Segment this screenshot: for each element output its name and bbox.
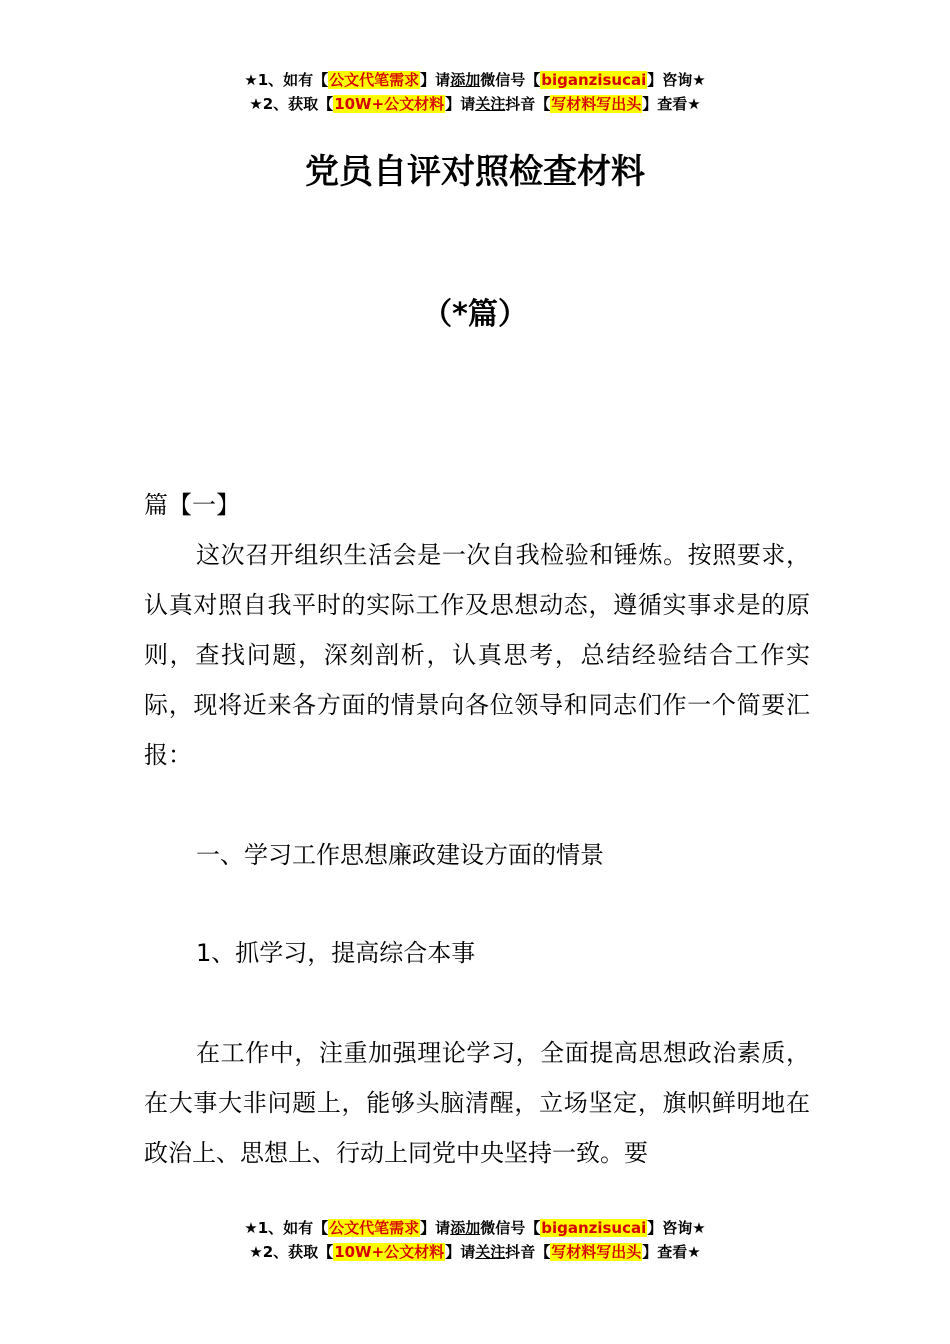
- banner-underlined: 关注: [475, 1243, 506, 1261]
- banner-text: 微信号【: [480, 71, 541, 89]
- banner-highlight: 10W+公文材料: [334, 95, 445, 113]
- paragraph: 这次召开组织生活会是一次自我检验和锤炼。按照要求，认真对照自我平时的实际工作及思想动态，遵循实事求是的原则，查找问题，深刻剖析，认真思考，总结经验结合工作实际，现将近来各方面的情景向各位领导和同志们作一个简要汇报：: [144, 541, 810, 769]
- banner-text: ★2、获取【: [249, 1243, 334, 1261]
- banner-highlight: 10W+公文材料: [334, 1243, 445, 1261]
- bottom-banner: [0, 1216, 950, 1264]
- banner-underlined: 添加: [450, 1219, 481, 1237]
- banner-text: 】咨询★: [647, 71, 706, 89]
- subsection-heading: 1、抓学习，提高综合本事: [196, 939, 476, 967]
- banner-highlight: 公文代笔需求: [329, 1219, 420, 1237]
- banner-underlined: 添加: [450, 71, 481, 89]
- document-subtitle: （*篇）: [422, 297, 528, 332]
- banner-highlight: biganzisucai: [541, 1219, 647, 1237]
- banner-line-2: [0, 1240, 950, 1264]
- banner-line-2: [0, 92, 950, 116]
- banner-highlight: 公文代笔需求: [329, 71, 420, 89]
- banner-text: 】咨询★: [647, 1219, 706, 1237]
- section-heading: 一、学习工作思想廉政建设方面的情景: [196, 841, 604, 869]
- banner-text: 】请: [420, 71, 451, 89]
- banner-line-1: [0, 68, 950, 92]
- top-banner: [0, 68, 950, 116]
- banner-text: ★1、如有【: [244, 1219, 329, 1237]
- banner-text: 】请: [445, 1243, 476, 1261]
- banner-highlight: 写材料写出头: [551, 95, 642, 113]
- banner-text: ★1、如有【: [244, 71, 329, 89]
- banner-text: 】查看★: [642, 95, 701, 113]
- banner-text: 抖音【: [505, 95, 551, 113]
- banner-text: 微信号【: [480, 1219, 541, 1237]
- banner-text: ★2、获取【: [249, 95, 334, 113]
- banner-text: 】请: [420, 1219, 451, 1237]
- document-title: 党员自评对照检查材料: [305, 152, 645, 192]
- section-label: 篇【一】: [144, 491, 240, 519]
- banner-text: 抖音【: [505, 1243, 551, 1261]
- banner-underlined: 关注: [475, 95, 506, 113]
- banner-highlight: 写材料写出头: [551, 1243, 642, 1261]
- banner-highlight: biganzisucai: [541, 71, 647, 89]
- banner-text: 】请: [445, 95, 476, 113]
- banner-line-1: [0, 1216, 950, 1240]
- paragraph: 在工作中，注重加强理论学习，全面提高思想政治素质，在大事大非问题上，能够头脑清醒，立场坚定，旗帜鲜明地在政治上、思想上、行动上同党中央坚持一致。要: [144, 1039, 810, 1167]
- banner-text: 】查看★: [642, 1243, 701, 1261]
